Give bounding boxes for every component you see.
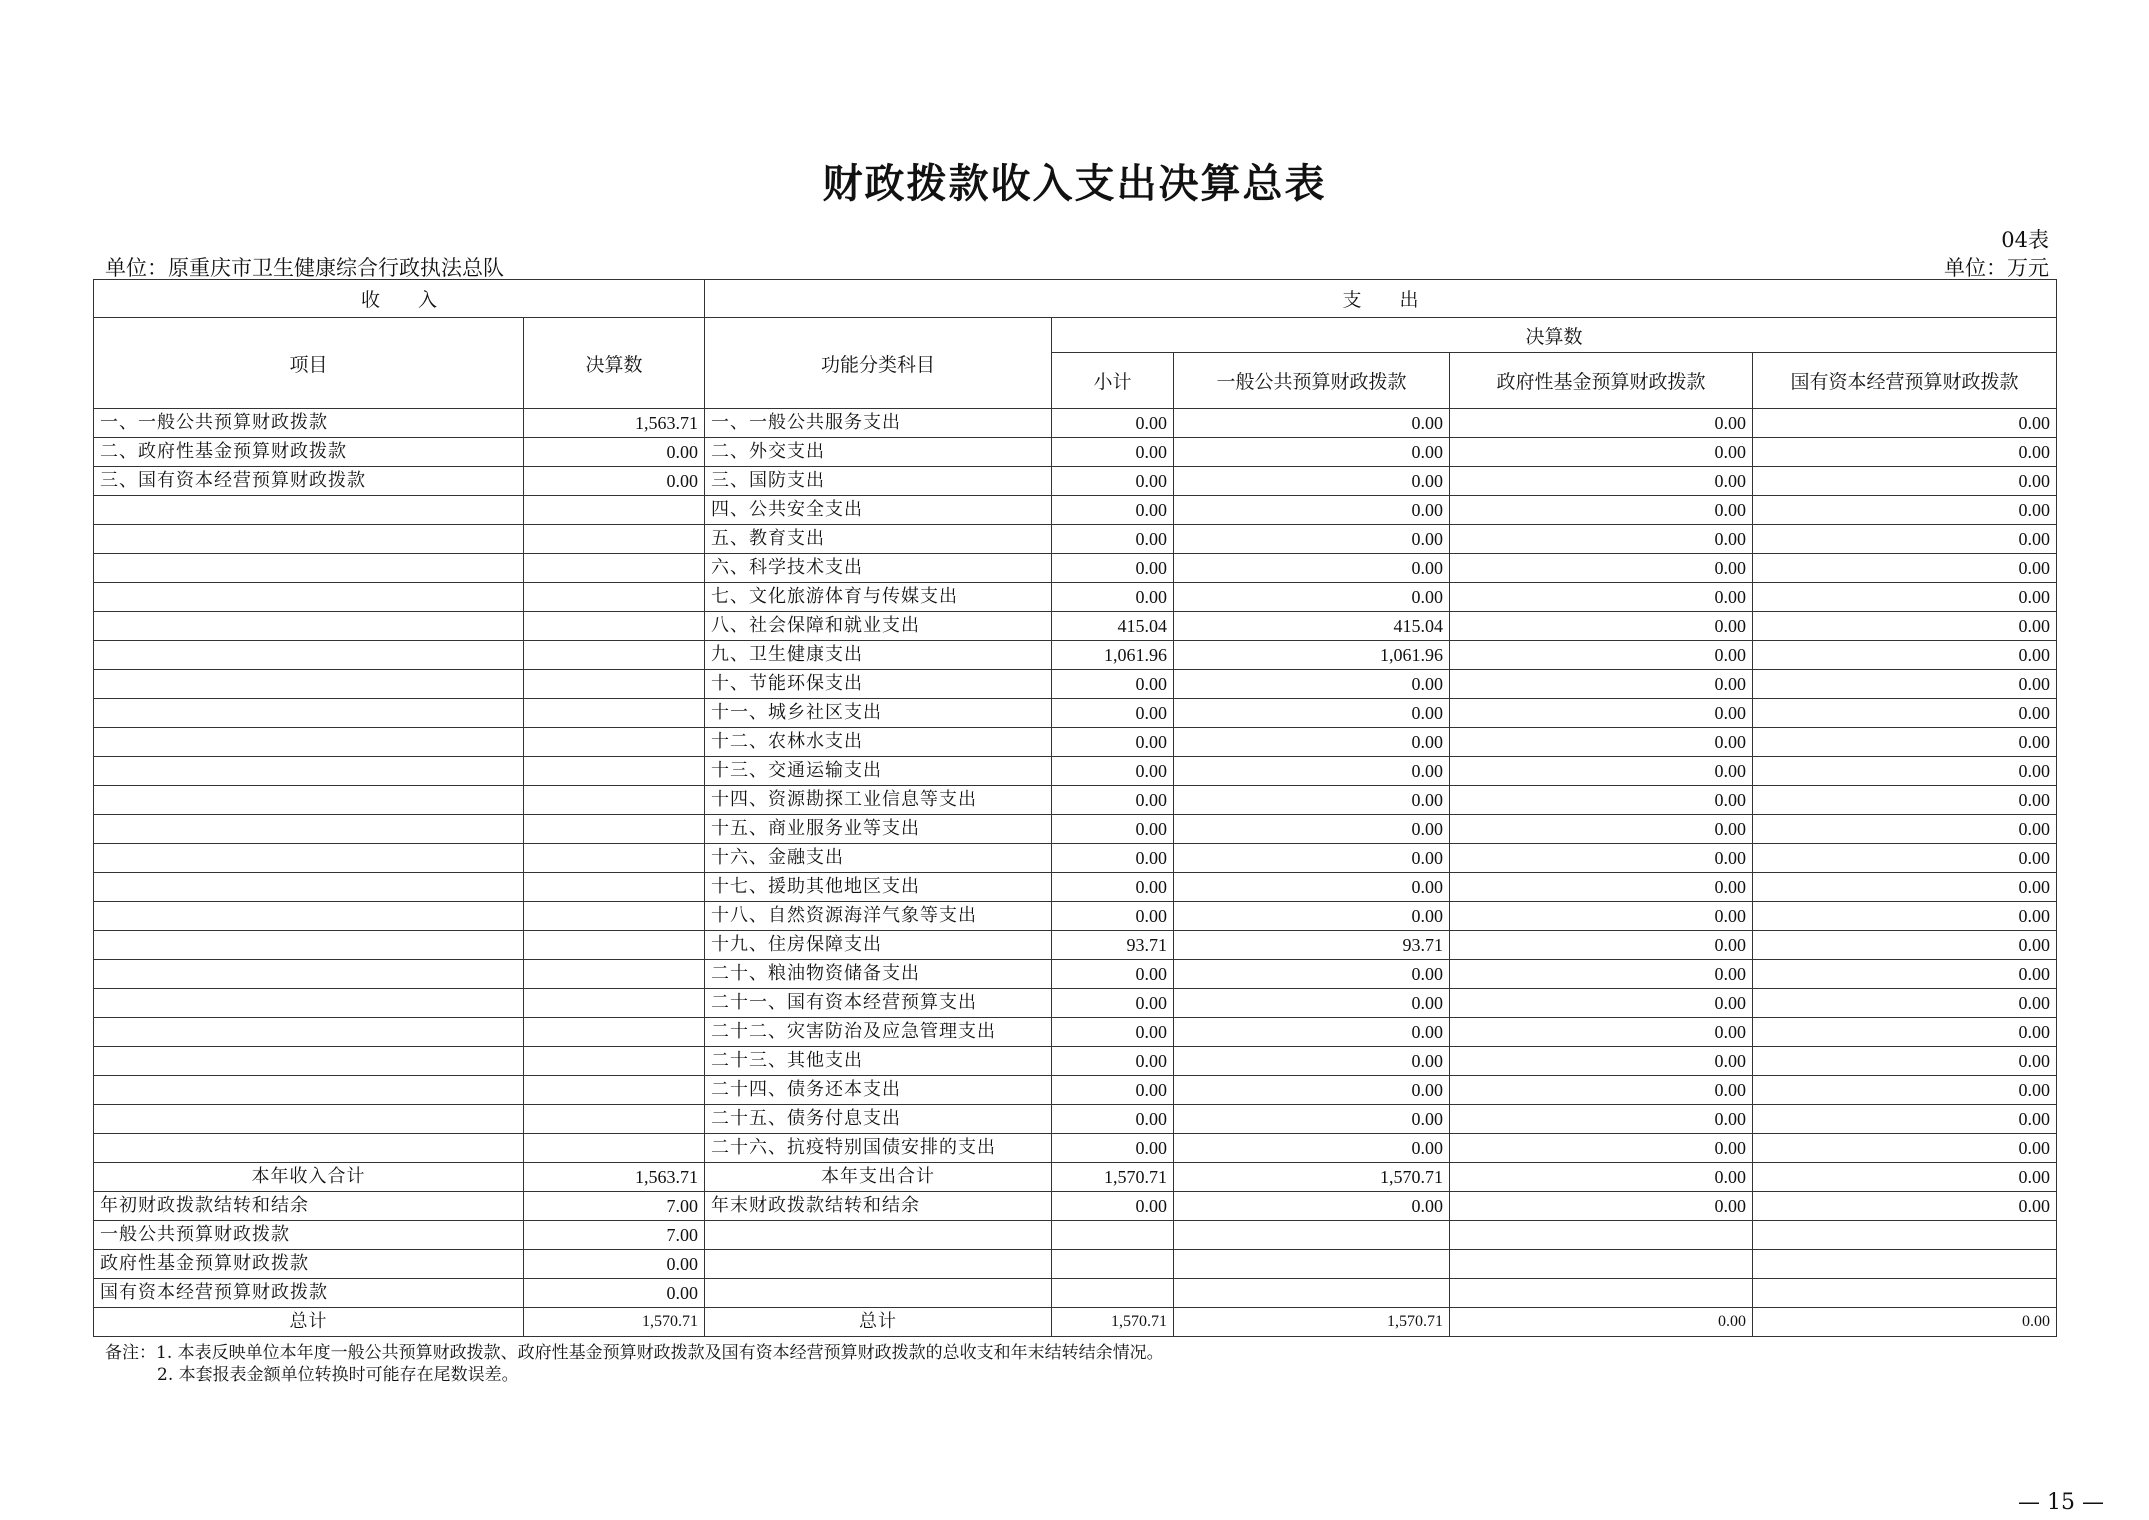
income-amount	[524, 902, 705, 931]
general-value: 0.00	[1174, 583, 1450, 612]
state-capital-value: 0.00	[1753, 1308, 2057, 1337]
expense-item: 五、教育支出	[705, 525, 1052, 554]
amount-header: 决算数	[524, 318, 705, 409]
empty-cell	[1753, 1221, 2057, 1250]
state-capital-value: 0.00	[1753, 1105, 2057, 1134]
subtotal-value: 0.00	[1052, 757, 1174, 786]
notes	[105, 1342, 1164, 1386]
gov-fund-value: 0.00	[1450, 844, 1753, 873]
general-value: 0.00	[1174, 1076, 1450, 1105]
gov-fund-value: 0.00	[1450, 1308, 1753, 1337]
general-value: 93.71	[1174, 931, 1450, 960]
general-value: 1,061.96	[1174, 641, 1450, 670]
income-amount	[524, 554, 705, 583]
state-capital-value: 0.00	[1753, 931, 2057, 960]
general-value: 0.00	[1174, 728, 1450, 757]
general-value: 0.00	[1174, 1105, 1450, 1134]
gov-fund-value: 0.00	[1450, 438, 1753, 467]
table-row	[94, 1047, 2057, 1076]
gov-fund-value: 0.00	[1450, 525, 1753, 554]
note-2: 2. 本套报表金额单位转换时可能存在尾数误差。	[157, 1365, 519, 1385]
subtotal-value: 0.00	[1052, 844, 1174, 873]
expense-item: 一、一般公共服务支出	[705, 409, 1052, 438]
gov-fund-value: 0.00	[1450, 1076, 1753, 1105]
income-item	[94, 815, 524, 844]
subtotal-value: 0.00	[1052, 699, 1174, 728]
expense-item: 十二、农林水支出	[705, 728, 1052, 757]
subtotal-value: 0.00	[1052, 902, 1174, 931]
gov-fund-value: 0.00	[1450, 1163, 1753, 1192]
income-item	[94, 1076, 524, 1105]
expense-item: 十六、金融支出	[705, 844, 1052, 873]
general-value: 0.00	[1174, 496, 1450, 525]
expense-item: 二十三、其他支出	[705, 1047, 1052, 1076]
gov-fund-value: 0.00	[1450, 989, 1753, 1018]
subtotal-value: 0.00	[1052, 1192, 1174, 1221]
income-item	[94, 902, 524, 931]
item-header: 项目	[94, 318, 524, 409]
expense-item: 十八、自然资源海洋气象等支出	[705, 902, 1052, 931]
table-row	[94, 902, 2057, 931]
general-value: 0.00	[1174, 902, 1450, 931]
carry-in-label: 年初财政拨款结转和结余	[94, 1192, 524, 1221]
subtotal-value: 0.00	[1052, 1105, 1174, 1134]
income-item: 三、国有资本经营预算财政拨款	[94, 467, 524, 496]
carry-sub-row	[94, 1221, 2057, 1250]
empty-cell	[1753, 1250, 2057, 1279]
general-value: 0.00	[1174, 844, 1450, 873]
income-item	[94, 641, 524, 670]
gov-fund-value: 0.00	[1450, 960, 1753, 989]
currency-unit: 单位：万元	[1944, 256, 2049, 280]
subtotal-value: 0.00	[1052, 554, 1174, 583]
income-amount	[524, 728, 705, 757]
subtotal-value: 0.00	[1052, 409, 1174, 438]
state-capital-value: 0.00	[1753, 496, 2057, 525]
subtotal-header: 小计	[1052, 353, 1174, 409]
gov-fund-value: 0.00	[1450, 902, 1753, 931]
income-amount	[524, 873, 705, 902]
final-accounts-table	[93, 279, 2057, 1337]
income-item	[94, 989, 524, 1018]
expense-item: 十七、援助其他地区支出	[705, 873, 1052, 902]
income-amount	[524, 612, 705, 641]
table-row	[94, 438, 2057, 467]
state-capital-value: 0.00	[1753, 583, 2057, 612]
general-value: 0.00	[1174, 525, 1450, 554]
gov-fund-value: 0.00	[1450, 786, 1753, 815]
empty-cell	[705, 1279, 1052, 1308]
expense-item: 二、外交支出	[705, 438, 1052, 467]
carry-sub-label: 政府性基金预算财政拨款	[94, 1250, 524, 1279]
table-row	[94, 670, 2057, 699]
state-capital-value: 0.00	[1753, 989, 2057, 1018]
final-amount-header: 决算数	[1052, 318, 2057, 353]
state-capital-value: 0.00	[1753, 641, 2057, 670]
subtotal-value: 1,570.71	[1052, 1308, 1174, 1337]
gov-fund-value: 0.00	[1450, 670, 1753, 699]
general-value: 1,570.71	[1174, 1308, 1450, 1337]
gov-fund-value: 0.00	[1450, 554, 1753, 583]
income-item	[94, 931, 524, 960]
expense-item: 七、文化旅游体育与传媒支出	[705, 583, 1052, 612]
table-row	[94, 699, 2057, 728]
income-amount	[524, 844, 705, 873]
expense-item: 十、节能环保支出	[705, 670, 1052, 699]
state-capital-value: 0.00	[1753, 612, 2057, 641]
carry-sub-label: 一般公共预算财政拨款	[94, 1221, 524, 1250]
subtotal-value: 1,570.71	[1052, 1163, 1174, 1192]
table-row	[94, 409, 2057, 438]
state-capital-value: 0.00	[1753, 438, 2057, 467]
carry-sub-amount: 7.00	[524, 1221, 705, 1250]
table-row	[94, 931, 2057, 960]
carry-sub-row	[94, 1250, 2057, 1279]
gov-fund-header: 政府性基金预算财政拨款	[1450, 353, 1753, 409]
page-title: 财政拨款收入支出决算总表	[822, 160, 1327, 207]
income-item	[94, 612, 524, 641]
income-item	[94, 554, 524, 583]
carry-sub-row	[94, 1279, 2057, 1308]
carry-row	[94, 1192, 2057, 1221]
income-amount	[524, 1105, 705, 1134]
empty-cell	[1450, 1221, 1753, 1250]
gov-fund-value: 0.00	[1450, 757, 1753, 786]
subtotal-value: 0.00	[1052, 960, 1174, 989]
table-row	[94, 728, 2057, 757]
income-item	[94, 496, 524, 525]
subtotal-value: 0.00	[1052, 670, 1174, 699]
expense-item: 十五、商业服务业等支出	[705, 815, 1052, 844]
grand-total-label: 总计	[94, 1308, 524, 1337]
empty-cell	[1174, 1250, 1450, 1279]
grand-total-income: 1,570.71	[524, 1308, 705, 1337]
income-item	[94, 1105, 524, 1134]
gov-fund-value: 0.00	[1450, 496, 1753, 525]
subtotal-value: 0.00	[1052, 728, 1174, 757]
subtotal-value: 0.00	[1052, 815, 1174, 844]
subtotal-value: 415.04	[1052, 612, 1174, 641]
expense-item: 九、卫生健康支出	[705, 641, 1052, 670]
income-item	[94, 1047, 524, 1076]
income-item	[94, 670, 524, 699]
carry-sub-amount: 0.00	[524, 1250, 705, 1279]
gov-fund-value: 0.00	[1450, 815, 1753, 844]
year-total-row	[94, 1163, 2057, 1192]
expense-item: 二十五、债务付息支出	[705, 1105, 1052, 1134]
carry-out-label: 年末财政拨款结转和结余	[705, 1192, 1052, 1221]
table-row	[94, 467, 2057, 496]
gov-fund-value: 0.00	[1450, 583, 1753, 612]
empty-cell	[705, 1250, 1052, 1279]
general-value: 0.00	[1174, 409, 1450, 438]
gov-fund-value: 0.00	[1450, 1192, 1753, 1221]
subtotal-value: 93.71	[1052, 931, 1174, 960]
state-capital-value: 0.00	[1753, 815, 2057, 844]
empty-cell	[1174, 1279, 1450, 1308]
gov-fund-value: 0.00	[1450, 409, 1753, 438]
state-capital-value: 0.00	[1753, 728, 2057, 757]
table-row	[94, 1018, 2057, 1047]
state-capital-value: 0.00	[1753, 1134, 2057, 1163]
table-row	[94, 496, 2057, 525]
empty-cell	[1052, 1279, 1174, 1308]
gov-fund-value: 0.00	[1450, 1018, 1753, 1047]
state-capital-value: 0.00	[1753, 1163, 2057, 1192]
income-amount	[524, 1134, 705, 1163]
state-capital-value: 0.00	[1753, 873, 2057, 902]
general-value: 0.00	[1174, 873, 1450, 902]
general-value: 0.00	[1174, 1192, 1450, 1221]
general-value: 0.00	[1174, 438, 1450, 467]
table-number: 04表	[2001, 228, 2049, 252]
state-capital-value: 0.00	[1753, 1018, 2057, 1047]
state-capital-value: 0.00	[1753, 670, 2057, 699]
subtotal-value: 0.00	[1052, 786, 1174, 815]
expense-header: 支 出	[705, 280, 2057, 318]
income-item: 一、一般公共预算财政拨款	[94, 409, 524, 438]
year-expense-total-label: 本年支出合计	[705, 1163, 1052, 1192]
expense-item: 十三、交通运输支出	[705, 757, 1052, 786]
state-capital-value: 0.00	[1753, 1076, 2057, 1105]
income-amount	[524, 757, 705, 786]
general-value: 0.00	[1174, 815, 1450, 844]
income-amount	[524, 1076, 705, 1105]
general-value: 0.00	[1174, 554, 1450, 583]
income-item	[94, 844, 524, 873]
table-row	[94, 786, 2057, 815]
grand-total-expense-label: 总计	[705, 1308, 1052, 1337]
income-item	[94, 786, 524, 815]
carry-sub-amount: 0.00	[524, 1279, 705, 1308]
table-row	[94, 960, 2057, 989]
table-row	[94, 554, 2057, 583]
expense-item: 四、公共安全支出	[705, 496, 1052, 525]
empty-cell	[1450, 1250, 1753, 1279]
general-value: 0.00	[1174, 786, 1450, 815]
table-row	[94, 1134, 2057, 1163]
expense-item: 十九、住房保障支出	[705, 931, 1052, 960]
income-item	[94, 1134, 524, 1163]
empty-cell	[705, 1221, 1052, 1250]
gov-fund-value: 0.00	[1450, 873, 1753, 902]
expense-item: 三、国防支出	[705, 467, 1052, 496]
state-capital-value: 0.00	[1753, 960, 2057, 989]
income-amount	[524, 786, 705, 815]
carry-in-amount: 7.00	[524, 1192, 705, 1221]
income-amount	[524, 1047, 705, 1076]
general-value: 0.00	[1174, 989, 1450, 1018]
subtotal-value: 0.00	[1052, 989, 1174, 1018]
state-capital-value: 0.00	[1753, 844, 2057, 873]
income-header: 收 入	[94, 280, 705, 318]
expense-item: 六、科学技术支出	[705, 554, 1052, 583]
subtotal-value: 0.00	[1052, 873, 1174, 902]
general-value: 0.00	[1174, 1134, 1450, 1163]
table-row	[94, 873, 2057, 902]
func-subject-header: 功能分类科目	[705, 318, 1052, 409]
state-capital-value: 0.00	[1753, 409, 2057, 438]
income-item	[94, 757, 524, 786]
table-row	[94, 844, 2057, 873]
general-value: 415.04	[1174, 612, 1450, 641]
expense-item: 二十六、抗疫特别国债安排的支出	[705, 1134, 1052, 1163]
general-value: 0.00	[1174, 699, 1450, 728]
expense-item: 十四、资源勘探工业信息等支出	[705, 786, 1052, 815]
expense-item: 二十一、国有资本经营预算支出	[705, 989, 1052, 1018]
expense-item: 二十二、灾害防治及应急管理支出	[705, 1018, 1052, 1047]
gov-fund-value: 0.00	[1450, 931, 1753, 960]
general-value: 0.00	[1174, 1047, 1450, 1076]
income-amount	[524, 583, 705, 612]
subtotal-value: 0.00	[1052, 525, 1174, 554]
year-income-total-label: 本年收入合计	[94, 1163, 524, 1192]
income-item	[94, 1018, 524, 1047]
gov-fund-value: 0.00	[1450, 1105, 1753, 1134]
income-item	[94, 873, 524, 902]
note-1: 备注：1. 本表反映单位本年度一般公共预算财政拨款、政府性基金预算财政拨款及国有资本经营预算财政拨款的总收支和年末结转结余情况。	[105, 1343, 1164, 1363]
expense-item: 二十、粮油物资储备支出	[705, 960, 1052, 989]
grand-total-row	[94, 1308, 2057, 1337]
income-amount	[524, 960, 705, 989]
empty-cell	[1052, 1221, 1174, 1250]
state-capital-value: 0.00	[1753, 699, 2057, 728]
table-row	[94, 641, 2057, 670]
general-value: 0.00	[1174, 467, 1450, 496]
state-capital-value: 0.00	[1753, 1192, 2057, 1221]
income-amount: 0.00	[524, 438, 705, 467]
empty-cell	[1450, 1279, 1753, 1308]
expense-item: 十一、城乡社区支出	[705, 699, 1052, 728]
gov-fund-value: 0.00	[1450, 612, 1753, 641]
income-amount	[524, 670, 705, 699]
income-item	[94, 583, 524, 612]
subtotal-value: 0.00	[1052, 1047, 1174, 1076]
general-value: 0.00	[1174, 757, 1450, 786]
table-row	[94, 525, 2057, 554]
empty-cell	[1052, 1250, 1174, 1279]
subtotal-value: 0.00	[1052, 1134, 1174, 1163]
gov-fund-value: 0.00	[1450, 728, 1753, 757]
carry-sub-label: 国有资本经营预算财政拨款	[94, 1279, 524, 1308]
gov-fund-value: 0.00	[1450, 641, 1753, 670]
expense-item: 八、社会保障和就业支出	[705, 612, 1052, 641]
income-amount: 0.00	[524, 467, 705, 496]
income-amount: 1,563.71	[524, 409, 705, 438]
subtotal-value: 0.00	[1052, 1076, 1174, 1105]
table-row	[94, 1076, 2057, 1105]
income-item	[94, 960, 524, 989]
subtotal-value: 0.00	[1052, 1018, 1174, 1047]
state-capital-value: 0.00	[1753, 1047, 2057, 1076]
table-row	[94, 1105, 2057, 1134]
gov-fund-value: 0.00	[1450, 467, 1753, 496]
general-value: 0.00	[1174, 670, 1450, 699]
state-capital-header: 国有资本经营预算财政拨款	[1753, 353, 2057, 409]
empty-cell	[1753, 1279, 2057, 1308]
income-amount	[524, 496, 705, 525]
state-capital-value: 0.00	[1753, 902, 2057, 931]
general-budget-header: 一般公共预算财政拨款	[1174, 353, 1450, 409]
gov-fund-value: 0.00	[1450, 699, 1753, 728]
general-value: 1,570.71	[1174, 1163, 1450, 1192]
table-row	[94, 612, 2057, 641]
subtotal-value: 0.00	[1052, 438, 1174, 467]
income-amount	[524, 641, 705, 670]
general-value: 0.00	[1174, 1018, 1450, 1047]
income-amount	[524, 699, 705, 728]
year-income-total: 1,563.71	[524, 1163, 705, 1192]
state-capital-value: 0.00	[1753, 786, 2057, 815]
table-row	[94, 583, 2057, 612]
state-capital-value: 0.00	[1753, 757, 2057, 786]
table-row	[94, 989, 2057, 1018]
state-capital-value: 0.00	[1753, 525, 2057, 554]
reporting-unit: 单位：原重庆市卫生健康综合行政执法总队	[105, 256, 504, 280]
table-row	[94, 757, 2057, 786]
income-amount	[524, 931, 705, 960]
income-amount	[524, 989, 705, 1018]
income-amount	[524, 1018, 705, 1047]
general-value: 0.00	[1174, 960, 1450, 989]
income-item	[94, 699, 524, 728]
income-amount	[524, 525, 705, 554]
income-item	[94, 728, 524, 757]
gov-fund-value: 0.00	[1450, 1134, 1753, 1163]
subtotal-value: 1,061.96	[1052, 641, 1174, 670]
expense-item: 二十四、债务还本支出	[705, 1076, 1052, 1105]
state-capital-value: 0.00	[1753, 467, 2057, 496]
state-capital-value: 0.00	[1753, 554, 2057, 583]
income-amount	[524, 815, 705, 844]
income-item	[94, 525, 524, 554]
income-item: 二、政府性基金预算财政拨款	[94, 438, 524, 467]
gov-fund-value: 0.00	[1450, 1047, 1753, 1076]
page-number: — 15 —	[2018, 1490, 2104, 1515]
subtotal-value: 0.00	[1052, 583, 1174, 612]
empty-cell	[1174, 1221, 1450, 1250]
subtotal-value: 0.00	[1052, 467, 1174, 496]
subtotal-value: 0.00	[1052, 496, 1174, 525]
table-row	[94, 815, 2057, 844]
